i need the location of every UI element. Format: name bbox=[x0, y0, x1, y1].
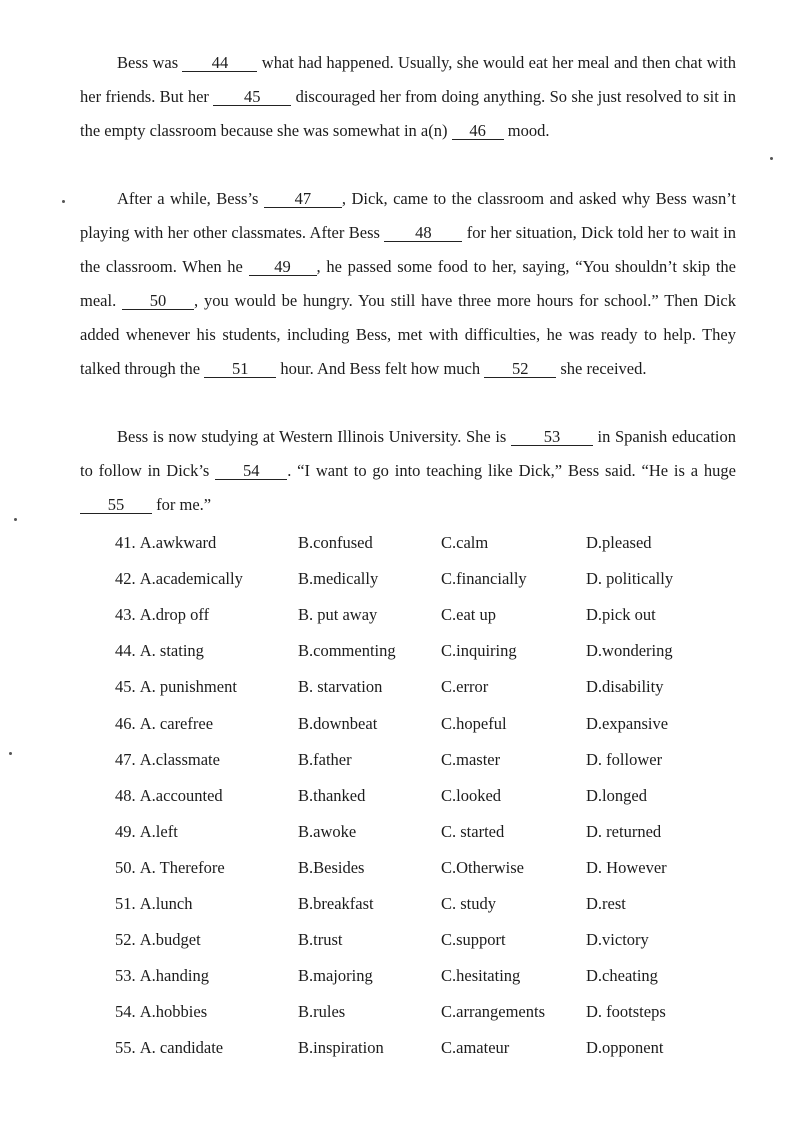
scan-speck bbox=[770, 157, 773, 160]
option-c: C.error bbox=[441, 677, 489, 697]
passage-paragraph-3 bbox=[80, 420, 736, 522]
option-d: D. politically bbox=[586, 569, 674, 589]
question-50-options bbox=[115, 850, 755, 886]
passage-paragraph-2 bbox=[80, 182, 736, 386]
blank-44: 44 bbox=[182, 54, 257, 72]
passage-text: , you would be hungry. You still have three more hours for school.” Then Dick added whenever his students, including Bess, met with difficulties, he was ready to help. They talked through the bbox=[80, 291, 736, 378]
blank-47: 47 bbox=[264, 190, 342, 208]
question-number: 52. bbox=[115, 930, 136, 950]
option-b: B.thanked bbox=[298, 785, 366, 805]
option-a: A.accounted bbox=[139, 785, 223, 805]
question-54-options bbox=[115, 994, 755, 1030]
question-number: 51. bbox=[115, 893, 136, 913]
question-46-options bbox=[115, 705, 755, 741]
option-a: A.hobbies bbox=[139, 1002, 208, 1022]
question-43-options bbox=[115, 597, 755, 633]
option-b: B.rules bbox=[298, 1002, 346, 1022]
blank-49: 49 bbox=[249, 258, 317, 276]
option-d: D.opponent bbox=[586, 1038, 664, 1058]
blank-45: 45 bbox=[213, 88, 291, 106]
passage-text: , Dick, came to the classroom and asked why Bess wasn’t playing with her other classmates. After Bess bbox=[80, 189, 736, 242]
option-c: C.calm bbox=[441, 533, 489, 553]
option-c: C. study bbox=[441, 893, 497, 913]
blank-51: 51 bbox=[204, 360, 276, 378]
question-number: 55. bbox=[115, 1038, 136, 1058]
passage-text: Bess was bbox=[117, 53, 183, 72]
option-b: B.inspiration bbox=[298, 1038, 384, 1058]
scan-speck bbox=[9, 752, 12, 755]
option-a-cell bbox=[115, 1038, 298, 1058]
option-c: C. started bbox=[441, 821, 505, 841]
option-a-cell bbox=[115, 641, 298, 661]
question-41-options bbox=[115, 525, 755, 561]
option-d: D. follower bbox=[586, 749, 663, 769]
option-d: D. However bbox=[586, 857, 667, 877]
option-b: B.medically bbox=[298, 569, 379, 589]
option-a-cell bbox=[115, 858, 298, 878]
option-a: A. candidate bbox=[139, 1038, 224, 1058]
option-a-cell bbox=[115, 930, 298, 950]
passage-text: After a while, Bess’s bbox=[117, 189, 264, 208]
option-d: D.victory bbox=[586, 930, 649, 950]
passage-text: , he passed some food to her, saying, “You shouldn’t skip the meal. bbox=[80, 257, 736, 310]
question-number: 41. bbox=[115, 533, 136, 553]
option-a: A.academically bbox=[139, 569, 243, 589]
option-b: B. put away bbox=[298, 605, 378, 625]
option-a-cell bbox=[115, 894, 298, 914]
passage-text: discouraged her from doing anything. So she just resolved to sit in the empty classroom because she was somewhat in a(n) bbox=[80, 87, 737, 140]
option-b: B.commenting bbox=[298, 641, 396, 661]
option-d: D.cheating bbox=[586, 966, 658, 986]
option-a: A.budget bbox=[139, 930, 201, 950]
question-number: 46. bbox=[115, 713, 136, 733]
passage-text: . “I want to go into teaching like Dick,” Bess said. “He is a huge bbox=[287, 461, 737, 480]
option-a: A.handing bbox=[139, 966, 209, 986]
question-number: 53. bbox=[115, 966, 136, 986]
question-number: 44. bbox=[115, 641, 136, 661]
question-55-options bbox=[115, 1030, 755, 1066]
option-a: A.classmate bbox=[139, 749, 220, 769]
option-a-cell bbox=[115, 1002, 298, 1022]
question-number: 50. bbox=[115, 857, 136, 877]
option-b: B.confused bbox=[298, 533, 373, 553]
blank-50: 50 bbox=[122, 292, 194, 310]
option-c: C.support bbox=[441, 930, 506, 950]
question-51-options bbox=[115, 886, 755, 922]
option-a: A.lunch bbox=[139, 893, 193, 913]
option-c: C.inquiring bbox=[441, 641, 517, 661]
question-number: 54. bbox=[115, 1002, 136, 1022]
question-49-options bbox=[115, 814, 755, 850]
option-b: B. starvation bbox=[298, 677, 383, 697]
option-a-cell bbox=[115, 677, 298, 697]
option-b: B.majoring bbox=[298, 966, 373, 986]
question-number: 48. bbox=[115, 785, 136, 805]
option-b: B.Besides bbox=[298, 857, 365, 877]
question-47-options bbox=[115, 742, 755, 778]
option-c: C.amateur bbox=[441, 1038, 510, 1058]
passage-text: hour. And Bess felt how much bbox=[276, 359, 485, 378]
scan-speck bbox=[14, 518, 17, 521]
question-44-options bbox=[115, 633, 755, 669]
option-c: C.Otherwise bbox=[441, 857, 524, 877]
option-d: D. footsteps bbox=[586, 1002, 666, 1022]
question-53-options bbox=[115, 958, 755, 994]
option-b: B.awoke bbox=[298, 821, 357, 841]
option-a-cell bbox=[115, 714, 298, 734]
option-c: C.hesitating bbox=[441, 966, 521, 986]
option-a: A.awkward bbox=[139, 533, 217, 553]
option-b: B.downbeat bbox=[298, 713, 378, 733]
option-a-cell bbox=[115, 786, 298, 806]
blank-54: 54 bbox=[215, 462, 287, 480]
question-number: 45. bbox=[115, 677, 136, 697]
question-48-options bbox=[115, 778, 755, 814]
blank-46: 46 bbox=[452, 122, 504, 140]
question-42-options bbox=[115, 561, 755, 597]
option-a-cell bbox=[115, 569, 298, 589]
option-c: C.hopeful bbox=[441, 713, 507, 733]
option-a: A. carefree bbox=[139, 713, 214, 733]
option-a-cell bbox=[115, 605, 298, 625]
option-a-cell bbox=[115, 750, 298, 770]
passage-text: for her situation, Dick told her to wait in the classroom. When he bbox=[80, 223, 736, 276]
option-d: D.pleased bbox=[586, 533, 652, 553]
option-a: A.left bbox=[139, 821, 178, 841]
option-d: D. returned bbox=[586, 821, 662, 841]
option-d: D.pick out bbox=[586, 605, 656, 625]
option-a-cell bbox=[115, 966, 298, 986]
question-number: 49. bbox=[115, 821, 136, 841]
blank-53: 53 bbox=[511, 428, 593, 446]
question-number: 42. bbox=[115, 569, 136, 589]
option-d: D.longed bbox=[586, 785, 647, 805]
option-c: C.eat up bbox=[441, 605, 496, 625]
blank-48: 48 bbox=[384, 224, 462, 242]
option-d: D.rest bbox=[586, 893, 626, 913]
option-a: A. Therefore bbox=[139, 857, 225, 877]
question-number: 43. bbox=[115, 605, 136, 625]
passage-text: she received. bbox=[556, 359, 647, 378]
scan-speck bbox=[62, 200, 65, 203]
option-c: C.arrangements bbox=[441, 1002, 546, 1022]
answer-options-list bbox=[115, 525, 755, 1066]
option-a: A. stating bbox=[139, 641, 204, 661]
passage-text: mood. bbox=[503, 121, 550, 140]
passage-text: for me.” bbox=[152, 495, 212, 514]
option-a-cell bbox=[115, 533, 298, 553]
blank-52: 52 bbox=[484, 360, 556, 378]
passage-text: in Spanish education to follow in Dick’s bbox=[80, 427, 736, 480]
option-d: D.wondering bbox=[586, 641, 673, 661]
option-d: D.expansive bbox=[586, 713, 669, 733]
passage-text: what had happened. Usually, she would eat her meal and then chat with her friends. But her bbox=[80, 53, 736, 106]
option-c: C.master bbox=[441, 749, 501, 769]
option-c: C.looked bbox=[441, 785, 502, 805]
question-45-options bbox=[115, 669, 755, 705]
option-b: B.father bbox=[298, 749, 352, 769]
option-a: A.drop off bbox=[139, 605, 210, 625]
question-52-options bbox=[115, 922, 755, 958]
passage-paragraph-1 bbox=[80, 46, 736, 148]
blank-55: 55 bbox=[80, 496, 152, 514]
option-a: A. punishment bbox=[139, 677, 237, 697]
option-b: B.breakfast bbox=[298, 893, 374, 913]
option-d: D.disability bbox=[586, 677, 664, 697]
passage-text: Bess is now studying at Western Illinois University. She is bbox=[117, 427, 511, 446]
option-c: C.financially bbox=[441, 569, 527, 589]
option-b: B.trust bbox=[298, 930, 343, 950]
option-a-cell bbox=[115, 822, 298, 842]
question-number: 47. bbox=[115, 749, 136, 769]
